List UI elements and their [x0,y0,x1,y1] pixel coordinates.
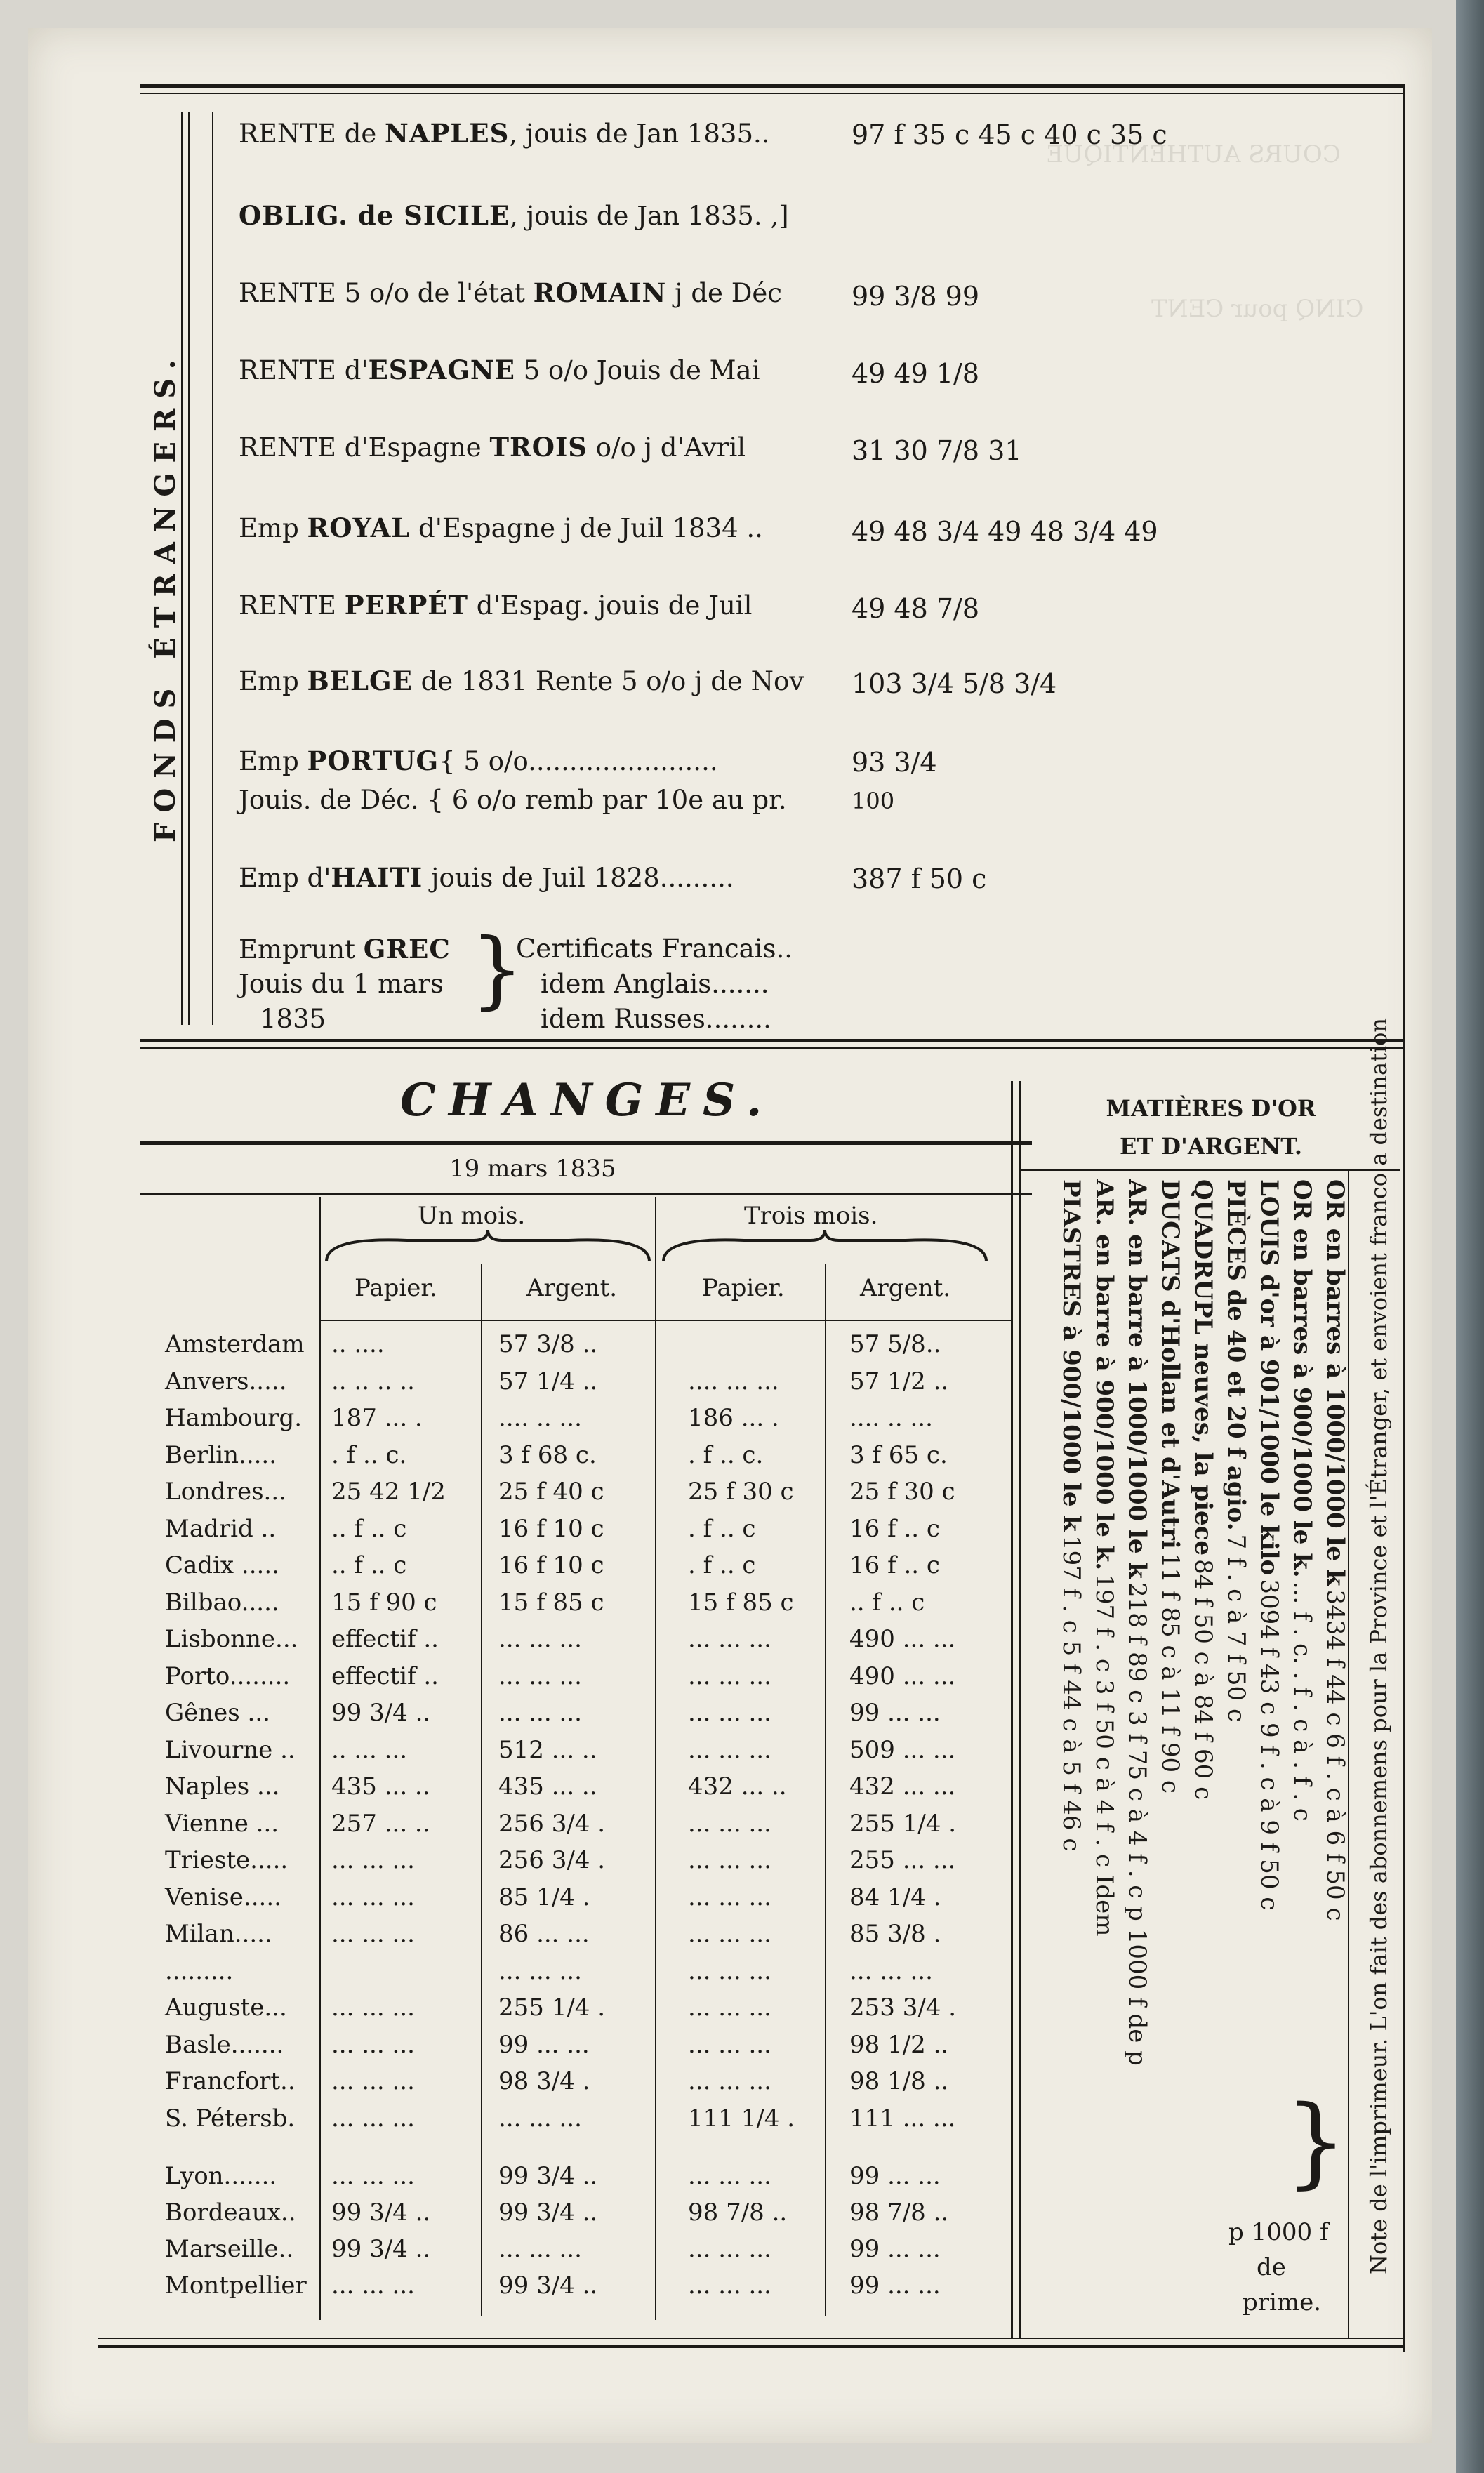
change-cell: 57 5/8.. [849,1330,941,1358]
change-cell: .. f .. c [331,1551,407,1579]
matieres-line-label: QUADRUPL neuves, la piece [1189,1179,1217,1556]
change-city-label: Vienne ... [165,1809,279,1838]
change-cell: 99 ... ... [849,1699,941,1727]
fonds-value-espagne: 49 49 1/8 [852,358,980,389]
change-cell: ... ... ... [688,1662,771,1690]
argent-header-1: Argent. [526,1274,618,1302]
change-cell: 3 f 65 c. [849,1440,948,1469]
change-cell: 255 ... ... [849,1846,956,1874]
change-cell: ... ... ... [688,2272,771,2300]
matieres-line [1123,1179,1151,2066]
change-cell: 99 ... ... [849,2235,941,2263]
fonds-left-rule-2 [188,112,190,1025]
change-cell: 99 3/4 .. [331,2199,431,2227]
matieres-line-label: PIÈCES de 40 et 20 f agio. [1222,1179,1250,1531]
change-cell: ... ... ... [331,2067,415,2095]
matieres-line-value: 3094 f 43 c 9 f . c à 9 f 50 c [1255,1579,1283,1911]
change-city-label: Amsterdam [165,1330,305,1358]
change-cell: 16 f .. c [849,1514,940,1543]
change-cell: 16 f 10 c [498,1551,604,1579]
matieres-title [1081,1089,1341,1165]
change-city-label: Madrid .. [165,1514,277,1543]
matieres-line-label: OR en barres à 900/1000 le k. [1288,1179,1316,1578]
matieres-line-value: 11 f 85 c à 11 f 90 c [1156,1552,1184,1794]
matieres-line-label: LOUIS d'or à 901/1000 le kilo [1255,1179,1283,1576]
change-city-label: Auguste... [165,1994,287,2022]
change-cell: . f .. c [688,1551,756,1579]
matieres-line-label: PIASTRES à 900/1000 le k [1057,1179,1085,1532]
change-cell: 255 1/4 . [498,1994,606,2022]
change-cell: ... ... ... [688,1920,771,1948]
change-cell: 99 ... ... [498,2030,590,2059]
change-cell: 15 f 90 c [331,1588,437,1617]
change-city-label: Hambourg. [165,1404,303,1432]
change-cell: 255 1/4 . [849,1809,957,1838]
change-cell: 435 ... .. [331,1772,430,1801]
change-cell: 16 f 10 c [498,1514,604,1543]
change-cell: ... ... ... [849,1956,933,1985]
fonds-grec-item-1: Certificats Francais.. [516,934,793,964]
matieres-brace: } [1285,2085,1348,2199]
fonds-value-portug-2: 100 [852,788,895,814]
change-cell: 512 ... .. [498,1735,597,1764]
change-cell: ... ... ... [688,1699,771,1727]
change-cell: ... ... ... [498,1625,582,1653]
bottom-border-rule-thin [98,2338,1405,2339]
col-rule-2 [481,1264,482,2316]
fonds-row-portug-1: Emp PORTUG{ 5 o/o....................... [239,745,718,776]
matieres-line-value: 218 f 89 c 3 f 75 c à 4 f . c p 1000 f de p [1123,1582,1151,2066]
matieres-line-value: 197 f . c 3 f 50 c à 4 f . c Idem [1090,1574,1118,1937]
matieres-line [1090,1179,1118,1936]
fonds-inner-rule [212,112,213,1025]
fonds-row-haiti: Emp d'HAITI jouis de Juil 1828......... [239,862,734,893]
change-cell: 98 1/8 .. [849,2067,949,2095]
change-cell: ... ... ... [688,2235,771,2263]
change-cell: 253 3/4 . [849,1994,957,2022]
change-cell: 99 3/4 .. [498,2162,598,2190]
grec-brace: } [470,921,524,1019]
papier-header-2: Papier. [702,1274,785,1302]
changes-title-rule [140,1141,1032,1145]
change-cell: ... ... ... [688,1956,771,1985]
change-cell: ... ... ... [688,1625,771,1653]
bleed-through-text: CINQ pour CENT [1151,295,1364,323]
matieres-title-2: ET D'ARGENT. [1119,1133,1303,1160]
change-cell: 111 1/4 . [688,2104,795,2133]
change-city-label: Lisbonne... [165,1625,298,1653]
change-city-label: Venise..... [165,1883,281,1911]
top-border-rule-thin [140,93,1404,94]
fonds-row-espagne-trois: RENTE d'Espagne TROIS o/o j d'Avril [239,432,746,463]
change-city-label: Naples ... [165,1772,280,1801]
change-cell: 25 f 40 c [498,1478,604,1506]
change-cell: 25 f 30 c [688,1478,794,1506]
change-cell: 15 f 85 c [498,1588,604,1617]
change-cell: ... ... ... [688,2030,771,2059]
change-city-label: Lyon....... [165,2162,277,2190]
fonds-value-perpet: 49 48 7/8 [852,593,980,624]
change-cell: 99 3/4 .. [331,2235,431,2263]
fonds-row-perpet: RENTE PERPÉT d'Espag. jouis de Juil [239,590,753,621]
change-cell: 256 3/4 . [498,1809,606,1838]
change-cell: ... ... ... [688,1735,771,1764]
trois-mois-header: Trois mois. [744,1202,878,1230]
col-rule-4 [825,1264,826,2316]
change-cell: 57 1/4 .. [498,1367,598,1395]
top-border-rule [140,84,1404,88]
change-city-label: Basle....... [165,2030,284,2059]
change-cell: ... ... ... [498,2235,582,2263]
change-city-label: S. Pétersb. [165,2104,296,2133]
change-cell: .... .. ... [849,1404,933,1432]
fonds-row-portug-2: Jouis. de Déc. { 6 o/o remb par 10e au pr. [239,785,787,815]
matieres-line [1255,1179,1283,1910]
section-divider [140,1039,1404,1042]
change-city-label: Berlin..... [165,1440,277,1469]
change-cell: 3 f 68 c. [498,1440,597,1469]
fonds-row-sicile: OBLIG. de SICILE, jouis de Jan 1835. ,] [239,200,789,231]
un-mois-brace [323,1230,653,1265]
change-cell: 98 7/8 .. [688,2199,788,2227]
change-cell: ... ... ... [688,2162,771,2190]
matieres-line-value: 3434 f 44 c 6 f . c à 6 f 50 c [1321,1589,1349,1921]
fonds-value-romain: 99 3/8 99 [852,281,980,312]
right-border-rule [1403,84,1405,2352]
change-cell: 111 ... ... [849,2104,956,2133]
change-cell: effectif .. [331,1625,439,1653]
fonds-row-belge: Emp BELGE de 1831 Rente 5 o/o j de Nov [239,665,804,696]
change-cell: 99 3/4 .. [331,1699,431,1727]
matieres-title-1: MATIÈRES D'OR [1106,1095,1316,1122]
fonds-grec-item-2: idem Anglais....... [541,969,769,999]
col-rule-3 [655,1197,656,2320]
fonds-row-romain: RENTE 5 o/o de l'état ROMAIN j de Déc [239,277,782,308]
change-cell: 490 ... ... [849,1662,956,1690]
change-cell: .. .... [331,1330,385,1358]
change-cell: 99 3/4 .. [498,2199,598,2227]
change-city-label: Milan..... [165,1920,272,1948]
change-cell: ... ... ... [688,1809,771,1838]
date-rule [140,1193,1032,1195]
change-cell: 85 3/8 . [849,1920,941,1948]
matieres-prime-line-1: p 1000 f [1228,2218,1329,2246]
change-city-label: Porto........ [165,1662,291,1690]
change-cell: ... ... ... [688,1846,771,1874]
bleed-through-text: COURS AUTHENTIQUE [1046,140,1341,168]
matieres-prime-line-2: de [1257,2253,1286,2281]
change-cell: 86 ... ... [498,1920,590,1948]
change-cell: .. f .. c [849,1588,925,1617]
change-cell: ... ... ... [498,1699,582,1727]
fonds-grec-label-3: 1835 [260,1004,326,1034]
change-city-label: Gênes ... [165,1699,270,1727]
change-city-label: Marseille.. [165,2235,294,2263]
argent-header-2: Argent. [860,1274,951,1302]
change-city-label: Bordeaux.. [165,2199,296,2227]
matieres-line-label: AR. en barre à 1000/1000 le k [1123,1179,1151,1579]
fonds-value-belge: 103 3/4 5/8 3/4 [852,668,1057,699]
printer-note: Note de l'imprimeur. L'on fait des abonnemens pour la Province et l'Étranger, et envoient franco a destination [1365,1017,1392,2274]
matieres-line-value: 84 f 50 c à 84 f 60 c [1189,1559,1217,1801]
matieres-line [1189,1179,1217,1800]
un-mois-header: Un mois. [418,1202,526,1230]
trois-mois-brace [660,1230,990,1265]
change-cell: ... ... ... [688,2067,771,2095]
change-cell: 99 3/4 .. [498,2272,598,2300]
change-cell: 490 ... ... [849,1625,956,1653]
change-cell: ... ... ... [498,1956,582,1985]
change-cell: 25 f 30 c [849,1478,955,1506]
change-cell: ... ... ... [498,1662,582,1690]
change-cell: ... ... ... [331,2272,415,2300]
change-cell: 256 3/4 . [498,1846,606,1874]
change-city-label: Trieste..... [165,1846,289,1874]
fonds-value-naples: 97 f 35 c 45 c 40 c 35 c [852,119,1167,150]
change-cell: 99 ... ... [849,2162,941,2190]
section-divider-thin [140,1047,1404,1049]
change-cell: ... ... ... [331,1994,415,2022]
change-cell: ... ... ... [498,2104,582,2133]
fonds-grec-label-2: Jouis du 1 mars [239,969,444,999]
matieres-title-rule [1021,1169,1400,1171]
change-cell: 57 1/2 .. [849,1367,949,1395]
change-city-label: Cadix ..... [165,1551,279,1579]
matieres-prime-line-3: prime. [1243,2288,1322,2316]
change-cell: .. f .. c [331,1514,407,1543]
change-cell: ... ... ... [331,2104,415,2133]
change-cell: 98 7/8 .. [849,2199,949,2227]
fonds-value-portug-1: 93 3/4 [852,747,937,778]
col-header-rule [319,1320,1011,1321]
papier-header-1: Papier. [355,1274,437,1302]
change-cell: 16 f .. c [849,1551,940,1579]
changes-date: 19 mars 1835 [449,1155,616,1183]
matieres-line [1321,1179,1349,1921]
fonds-row-royal: Emp ROYAL d'Espagne j de Juil 1834 .. [239,512,763,543]
change-cell: .... ... ... [688,1367,779,1395]
book-page [28,28,1432,2443]
fonds-value-royal: 49 48 3/4 49 48 3/4 49 [852,516,1158,547]
matieres-line-value: ... f . c. . f . c à . f . c [1288,1581,1316,1822]
change-city-label: Montpellier [165,2272,307,2300]
change-city-label: Bilbao..... [165,1588,279,1617]
change-city-label: Londres... [165,1478,286,1506]
change-cell: 98 1/2 .. [849,2030,949,2059]
col-rule-6 [1019,1081,1021,2338]
change-cell: 432 ... ... [849,1772,956,1801]
change-cell: .. ... ... [331,1735,408,1764]
matieres-line-value: 7 f . c à 7 f 50 c [1222,1534,1250,1722]
change-cell: . f .. c. [331,1440,407,1469]
matieres-line [1288,1179,1316,1822]
change-cell: 257 ... .. [331,1809,430,1838]
fonds-side-title: FONDS ÉTRANGERS. [149,350,182,842]
change-cell: 509 ... ... [849,1735,956,1764]
fonds-row-espagne: RENTE d'ESPAGNE 5 o/o Jouis de Mai [239,354,760,385]
matieres-line [1222,1179,1250,1722]
fonds-row-naples: RENTE de NAPLES, jouis de Jan 1835.. [239,118,770,149]
fonds-grec-item-3: idem Russes........ [541,1004,771,1034]
change-city-label: Anvers..... [165,1367,287,1395]
change-cell: ... ... ... [688,1994,771,2022]
matieres-line [1156,1179,1184,1794]
change-cell: 432 ... .. [688,1772,787,1801]
fonds-value-haiti: 387 f 50 c [852,863,987,894]
change-cell: effectif .. [331,1662,439,1690]
matieres-line-value: 197 f . c 5 f 44 c à 5 f 46 c [1057,1535,1085,1852]
change-cell: .... .. ... [498,1404,582,1432]
change-cell: .. .. .. .. [331,1367,415,1395]
change-cell: 435 ... .. [498,1772,597,1801]
matieres-line-label: OR en barres à 1000/1000 le k [1321,1179,1349,1586]
matieres-line [1057,1179,1085,1851]
change-city-label: Livourne .. [165,1735,296,1764]
change-cell: 57 3/8 .. [498,1330,598,1358]
change-cell: ... ... ... [331,1846,415,1874]
change-cell: 99 ... ... [849,2272,941,2300]
matieres-line-label: AR. en barre à 900/1000 le k. [1090,1179,1118,1571]
fonds-grec-label-1: Emprunt GREC [239,934,451,964]
change-cell: 25 42 1/2 [331,1478,446,1506]
change-cell: 15 f 85 c [688,1588,794,1617]
change-cell: . f .. c [688,1514,756,1543]
change-cell: ... ... ... [331,1883,415,1911]
fonds-value-espagne-trois: 31 30 7/8 31 [852,435,1022,466]
change-cell: ... ... ... [688,1883,771,1911]
book-spine [1456,0,1484,2473]
matieres-line-label: DUCATS d'Hollan et d'Autri [1156,1179,1184,1549]
change-city-label: ......... [165,1956,234,1985]
change-cell: 84 1/4 . [849,1883,941,1911]
change-cell: ... ... ... [331,1920,415,1948]
col-rule-1 [319,1197,321,2320]
bottom-border-rule [98,2345,1405,2348]
change-cell: . f .. c. [688,1440,764,1469]
change-cell: ... ... ... [331,2162,415,2190]
change-cell: 187 ... . [331,1404,423,1432]
col-rule-5 [1011,1081,1013,2338]
change-cell: 186 ... . [688,1404,779,1432]
change-cell: ... ... ... [331,2030,415,2059]
changes-title: CHANGES. [400,1074,775,1127]
change-city-label: Francfort.. [165,2067,296,2095]
change-cell: 98 3/4 . [498,2067,590,2095]
change-cell: 85 1/4 . [498,1883,590,1911]
